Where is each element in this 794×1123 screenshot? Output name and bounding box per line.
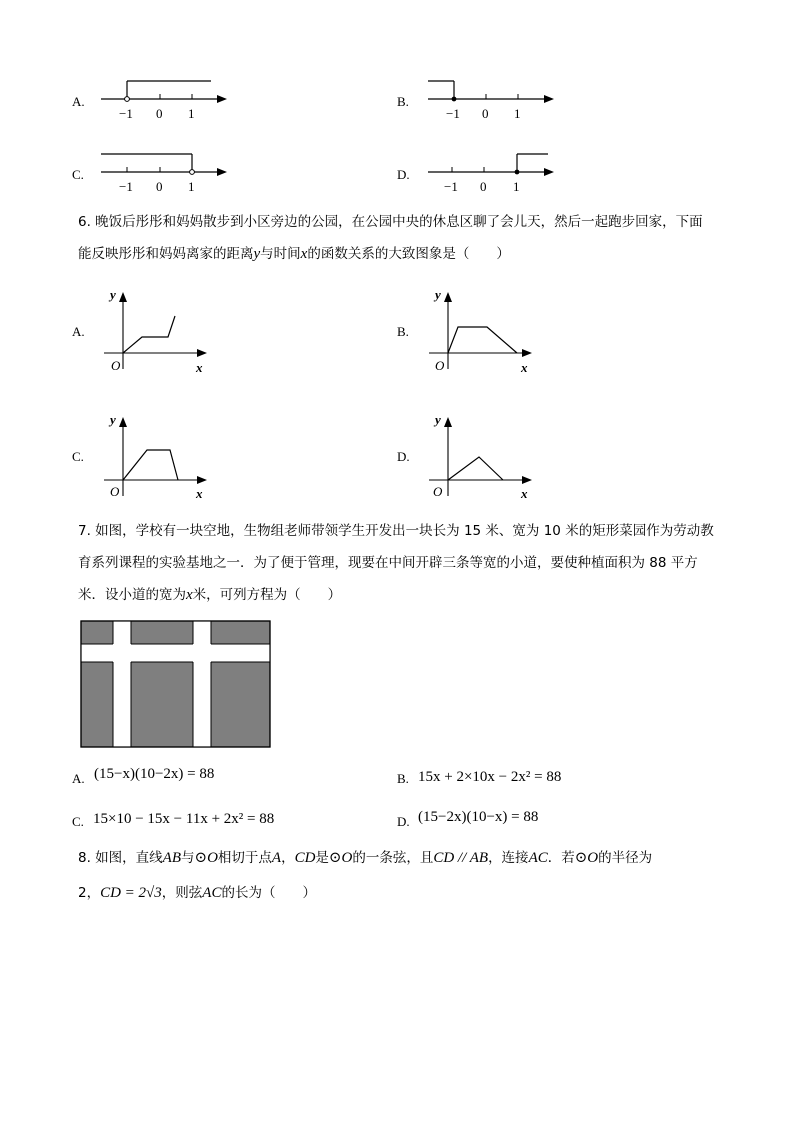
y-axis-label: y <box>110 412 116 427</box>
tick-label: 1 <box>513 179 520 194</box>
tick-label: −1 <box>444 179 458 194</box>
option-label: A. <box>72 771 85 786</box>
origin-label: O <box>110 484 120 499</box>
equation: 15×10 − 15x − 11x + 2x² = 88 <box>93 811 275 827</box>
graph-c <box>100 410 215 505</box>
x-axis-label: x <box>196 486 203 501</box>
q7-line-2: 育系列课程的实验基地之一．为了便于管理，现要在中间开辟三条等宽的小道，要使种植面积为 88 平方 <box>78 555 698 571</box>
option-label: C. <box>72 449 84 464</box>
y-axis-label: y <box>435 287 441 302</box>
q7-line-3: 米．设小道的宽为x米，可列方程为（ ） <box>78 587 342 603</box>
question-6-text <box>78 206 726 270</box>
q6-line-1: 6. 晚饭后彤彤和妈妈散步到小区旁边的公园，在公园中央的休息区聊了会儿天，然后一起跑步回家，下面 <box>78 214 703 230</box>
option-label: B. <box>397 94 409 109</box>
tick-label: −1 <box>119 106 133 121</box>
tick-label: −1 <box>446 106 460 121</box>
q8-line-2: 2，CD = 2√3，则弦AC的长为（ ） <box>78 885 316 901</box>
graph-d <box>425 410 540 505</box>
x-axis-label: x <box>521 360 528 375</box>
tick-label: 0 <box>156 179 163 194</box>
number-line-d <box>422 145 562 199</box>
garden-figure <box>80 620 272 750</box>
q6-line-2: 能反映彤彤和妈妈离家的距离y与时间x的函数关系的大致图象是（ ） <box>78 246 510 262</box>
number-line-c <box>95 145 235 199</box>
option-label: D. <box>397 449 410 464</box>
question-8-text <box>78 841 726 911</box>
option-label: B. <box>397 324 409 339</box>
option-label: D. <box>397 814 410 829</box>
option-label: C. <box>72 167 84 182</box>
option-label: C. <box>72 814 84 829</box>
y-axis-label: y <box>110 287 116 302</box>
tick-label: −1 <box>119 179 133 194</box>
tick-label: 1 <box>188 106 195 121</box>
graph-b <box>425 285 540 380</box>
x-axis-label: x <box>521 486 528 501</box>
number-line-b <box>422 72 562 126</box>
option-label: A. <box>72 324 85 339</box>
origin-label: O <box>433 484 443 499</box>
option-label: B. <box>397 771 409 786</box>
x-axis-label: x <box>196 360 203 375</box>
y-axis-label: y <box>435 412 441 427</box>
equation: (15−2x)(10−x) = 88 <box>418 809 539 825</box>
tick-label: 0 <box>480 179 487 194</box>
q8-line-1: 8. 如图，直线AB与⊙O相切于点A，CD是⊙O的一条弦，且CD // AB，连接AC．若⊙O的半径为 <box>78 850 653 866</box>
tick-label: 1 <box>188 179 195 194</box>
origin-label: O <box>435 358 445 373</box>
question-7-text <box>78 515 726 611</box>
number-line-a <box>95 72 235 126</box>
graph-a <box>100 285 215 380</box>
equation: 15x + 2×10x − 2x² = 88 <box>418 769 562 785</box>
tick-label: 0 <box>156 106 163 121</box>
origin-label: O <box>111 358 121 373</box>
option-label: D. <box>397 167 410 182</box>
tick-label: 0 <box>482 106 489 121</box>
option-label: A. <box>72 94 85 109</box>
tick-label: 1 <box>514 106 521 121</box>
equation: (15−x)(10−2x) = 88 <box>94 766 215 782</box>
q7-line-1: 7. 如图，学校有一块空地，生物组老师带领学生开发出一块长为 15 米、宽为 10 米的矩形菜园作为劳动教 <box>78 523 714 539</box>
